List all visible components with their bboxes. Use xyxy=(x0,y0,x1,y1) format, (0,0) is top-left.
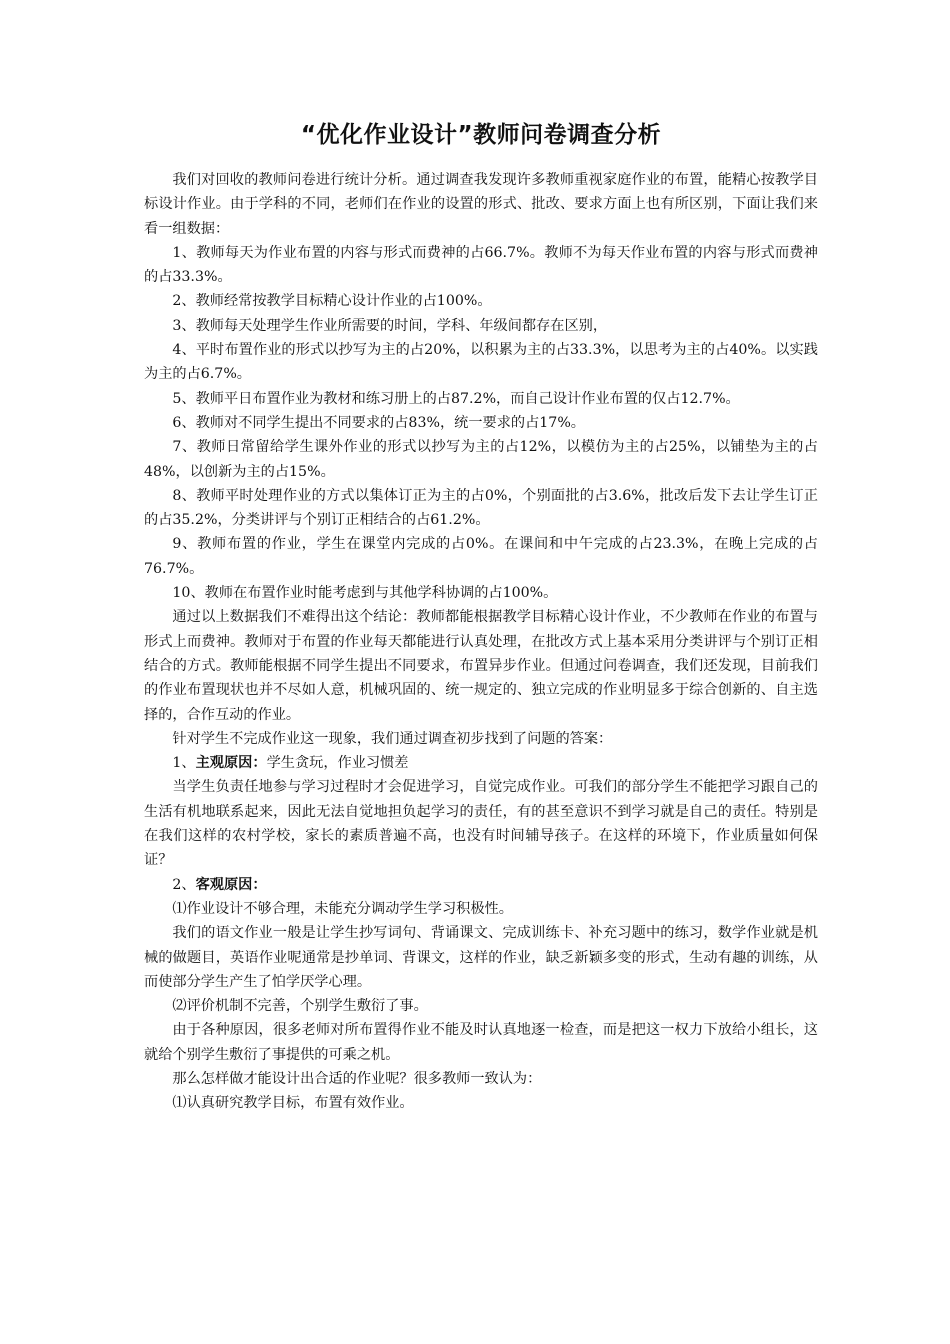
paragraph: 9、教师布置的作业，学生在课堂内完成的占0%。在课间和中午完成的占23.3%，在晚上完成的占76.7%。 xyxy=(144,536,818,577)
paragraph: 3、教师每天处理学生作业所需要的时间，学科、年级间都存在区别， xyxy=(172,317,608,334)
paragraph: 1、教师每天为作业布置的内容与形式而费神的占66.7%。教师不为每天作业布置的内容与形式而费神的占33.3%。 xyxy=(144,244,818,286)
paragraph: 8、教师平时处理作业的方式以集体订正为主的占0%，个别面批的占3.6%，批改后发下去让学生订正的占35.2%，分类讲评与个别订正相结合的占61.2%。 xyxy=(144,487,818,529)
paragraph: 我们对回收的教师问卷进行统计分析。通过调查我发现许多教师重视家庭作业的布置，能精心按教学目标设计作业。由于学科的不同，老师们在作业的设置的形式、批改、要求方面上也有所区别，下面让我们来看一组数据： xyxy=(144,172,818,237)
paragraph: ⑵评价机制不完善，个别学生敷衍了事。 xyxy=(172,998,428,1015)
paragraph: 通过以上数据我们不难得出这个结论：教师都能根据教学目标精心设计作业，不少教师在作业的布置与形式上而费神。教师对于布置的作业每天都能进行认真处理，在批改方式上基本采用分类讲评与个别订正相结合的方式。教师能根据不同学生提出不同要求，布置异步作业。但通过问卷调查，我们还发现，目前我们的作业布置现状也并不尽如人意，机械巩固的、统一规定的、独立完成的作业明显多于综合创新的、自主选择的，合作互动的作业。 xyxy=(144,609,818,723)
paragraph: 那么怎样做才能设计出合适的作业呢？很多教师一致认为： xyxy=(172,1070,542,1087)
paragraph: 10、教师在布置作业时能考虑到与其他学科协调的占100%。 xyxy=(172,585,558,602)
subjective-cause xyxy=(144,751,818,775)
paragraph: 7、教师日常留给学生课外作业的形式以抄写为主的占12%，以模仿为主的占25%，以铺垫为主的占48%，以创新为主的占15%。 xyxy=(144,439,818,480)
document-title: “优化作业设计”教师问卷调查分析 xyxy=(300,122,662,148)
paragraph: 6、教师对不同学生提出不同要求的占83%，统一要求的占17%。 xyxy=(172,414,585,431)
objective-cause-number: 2、 xyxy=(172,876,196,893)
paragraph: 我们的语文作业一般是让学生抄写词句、背诵课文、完成训练卡、补充习题中的练习，数学作业就是机械的做题目，英语作业呢通常是抄单词、背课文，这样的作业，缺乏新颖多变的形式，生动有趣的训练，从而使部分学生产生了怕学厌学心理。 xyxy=(144,925,818,990)
paragraph: 由于各种原因，很多老师对所布置得作业不能及时认真地逐一检查，而是把这一权力下放给小组长，这就给个别学生敷衍了事提供的可乘之机。 xyxy=(144,1022,818,1063)
paragraph: 2、教师经常按教学目标精心设计作业的占100%。 xyxy=(172,293,492,310)
paragraph: 4、平时布置作业的形式以抄写为主的占20%，以积累为主的占33.3%，以思考为主的占40%。以实践为主的占6.7%。 xyxy=(144,342,818,383)
paragraph: 5、教师平日布置作业为教材和练习册上的占87.2%，而自己设计作业布置的仅占12.7%。 xyxy=(172,390,740,407)
subjective-cause-label: 主观原因： xyxy=(195,755,267,772)
paragraph: ⑴作业设计不够合理，未能充分调动学生学习积极性。 xyxy=(172,900,513,917)
paragraph: ⑴认真研究教学目标，布置有效作业。 xyxy=(172,1095,414,1112)
objective-cause xyxy=(144,873,818,897)
paragraph: 针对学生不完成作业这一现象，我们通过调查初步找到了问题的答案： xyxy=(172,730,613,747)
subjective-cause-number: 1、 xyxy=(172,755,196,772)
subjective-cause-text: 学生贪玩，作业习惯差 xyxy=(266,755,409,772)
document-body xyxy=(144,168,818,1116)
objective-cause-label: 客观原因： xyxy=(195,876,267,893)
paragraph: 当学生负责任地参与学习过程时才会促进学习，自觉完成作业。可我们的部分学生不能把学习跟自己的生活有机地联系起来，因此无法自觉地担负起学习的责任，有的甚至意识不到学习就是自己的责任。特别是在我们这样的农村学校，家长的素质普遍不高，也没有时间辅导孩子。在这样的环境下，作业质量如何保证？ xyxy=(144,779,818,869)
